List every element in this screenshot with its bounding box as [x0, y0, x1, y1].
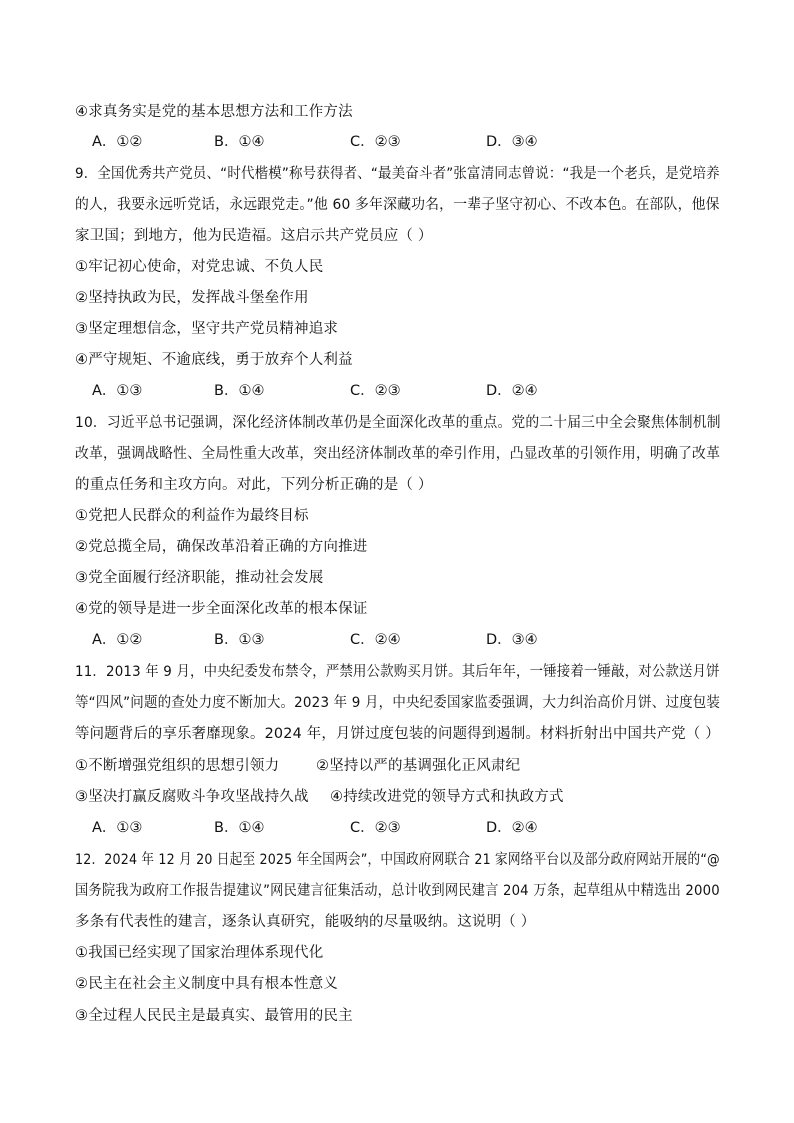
q11-item-1: ①不断增强党组织的思想引领力 [75, 758, 280, 774]
option-a: A．①② [92, 134, 143, 150]
q11-item-2: ②坚持以严的基调强化正风肃纪 [316, 758, 521, 774]
option-c: C．②③ [350, 820, 401, 836]
q11-stem-line3: 等问题背后的享乐奢靡现象。2024 年，月饼过度包装的问题得到遏制。材料折射出中国共产党（ ） [75, 726, 720, 742]
q10-stem-line1: 10．习近平总书记强调，深化经济体制改革仍是全面深化改革的重点。党的二十届三中全会聚焦体制机制 [75, 415, 721, 431]
q9-stem-line1: 9．全国优秀共产党员、“时代楷模”称号获得者、“最美奋斗者”张富清同志曾说：“我是一个老兵，是党培养 [75, 166, 720, 182]
option-a: A．①③ [92, 820, 143, 836]
option-d: D．②④ [486, 383, 538, 399]
option-b: B．①④ [214, 134, 265, 150]
option-c: C．②④ [350, 632, 401, 648]
q12-item-2: ②民主在社会主义制度中具有根本性意义 [75, 976, 339, 992]
q10-item-3: ③党全面履行经济职能，推动社会发展 [75, 570, 324, 586]
option-d: D．②④ [486, 820, 538, 836]
q11-item-3: ③坚决打赢反腐败斗争攻坚战持久战 [75, 789, 309, 805]
q11-stem-line1: 11．2013 年 9 月，中央纪委发布禁令，严禁用公款购买月饼。其后年年，一锤接着一锤敲，对公款送月饼 [75, 664, 720, 680]
q9-item-2: ②坚持执政为民，发挥战斗堡垒作用 [75, 290, 309, 306]
q11-items-row2 [75, 787, 564, 807]
option-d: D．③④ [486, 134, 538, 150]
option-c: C．②③ [350, 383, 401, 399]
q9-stem-line3: 家卫国；到地方，他为民造福。这启示共产党员应（ ） [75, 228, 433, 244]
q10-item-1: ①党把人民群众的利益作为最终目标 [75, 508, 309, 524]
option-a: A．①② [92, 632, 143, 648]
q12-stem-line3: 多条有代表性的建言，逐条认真研究，能吸纳的尽量吸纳。这说明（ ） [75, 914, 536, 930]
option-b: B．①④ [214, 383, 265, 399]
q12-stem-line1: 12．2024 年 12 月 20 日起至 2025 年全国两会”，中国政府网联合 21 家网络平台以及部分政府网站开展的“@ [75, 852, 720, 868]
q9-item-1: ①牢记初心使命，对党忠诚、不负人民 [75, 259, 324, 275]
q12-stem-line2: 国务院我为政府工作报告提建议”网民建言征集活动，总计收到网民建言 204 万条，起草组从中精选出 2000 [75, 883, 720, 899]
q10-item-2: ②党总揽全局，确保改革沿着正确的方向推进 [75, 539, 368, 555]
option-c: C．②③ [350, 134, 401, 150]
q10-stem-line2: 改革，强调战略性、全局性重大改革，突出经济体制改革的牵引作用，凸显改革的引领作用，明确了改革 [75, 446, 721, 462]
option-b: B．①④ [214, 820, 265, 836]
prev-item-4: ④求真务实是党的基本思想方法和工作方法 [75, 104, 353, 120]
q9-item-4: ④严守规矩、不逾底线，勇于放弃个人利益 [75, 352, 353, 368]
q11-item-4: ④持续改进党的领导方式和执政方式 [330, 789, 564, 805]
q10-item-4: ④党的领导是进一步全面深化改革的根本保证 [75, 601, 368, 617]
q9-item-3: ③坚定理想信念，坚守共产党员精神追求 [75, 321, 339, 337]
q11-stem-line2: 等“四风”问题的查处力度不断加大。2023 年 9 月，中央纪委国家监委强调，大力纠治高价月饼、过度包装 [75, 695, 721, 711]
option-d: D．③④ [486, 632, 538, 648]
q11-items-row1 [75, 756, 521, 776]
option-b: B．①③ [214, 632, 265, 648]
q10-stem-line3: 的重点任务和主攻方向。对此，下列分析正确的是（ ） [75, 477, 433, 493]
q9-stem-line2: 的人，我要永远听党话，永远跟党走。”他 60 多年深藏功名，一辈子坚守初心、不改本色。在部队，他保 [75, 197, 720, 213]
q12-item-1: ①我国已经实现了国家治理体系现代化 [75, 945, 324, 961]
q12-item-3: ③全过程人民民主是最真实、最管用的民主 [75, 1008, 353, 1024]
option-a: A．①③ [92, 383, 143, 399]
